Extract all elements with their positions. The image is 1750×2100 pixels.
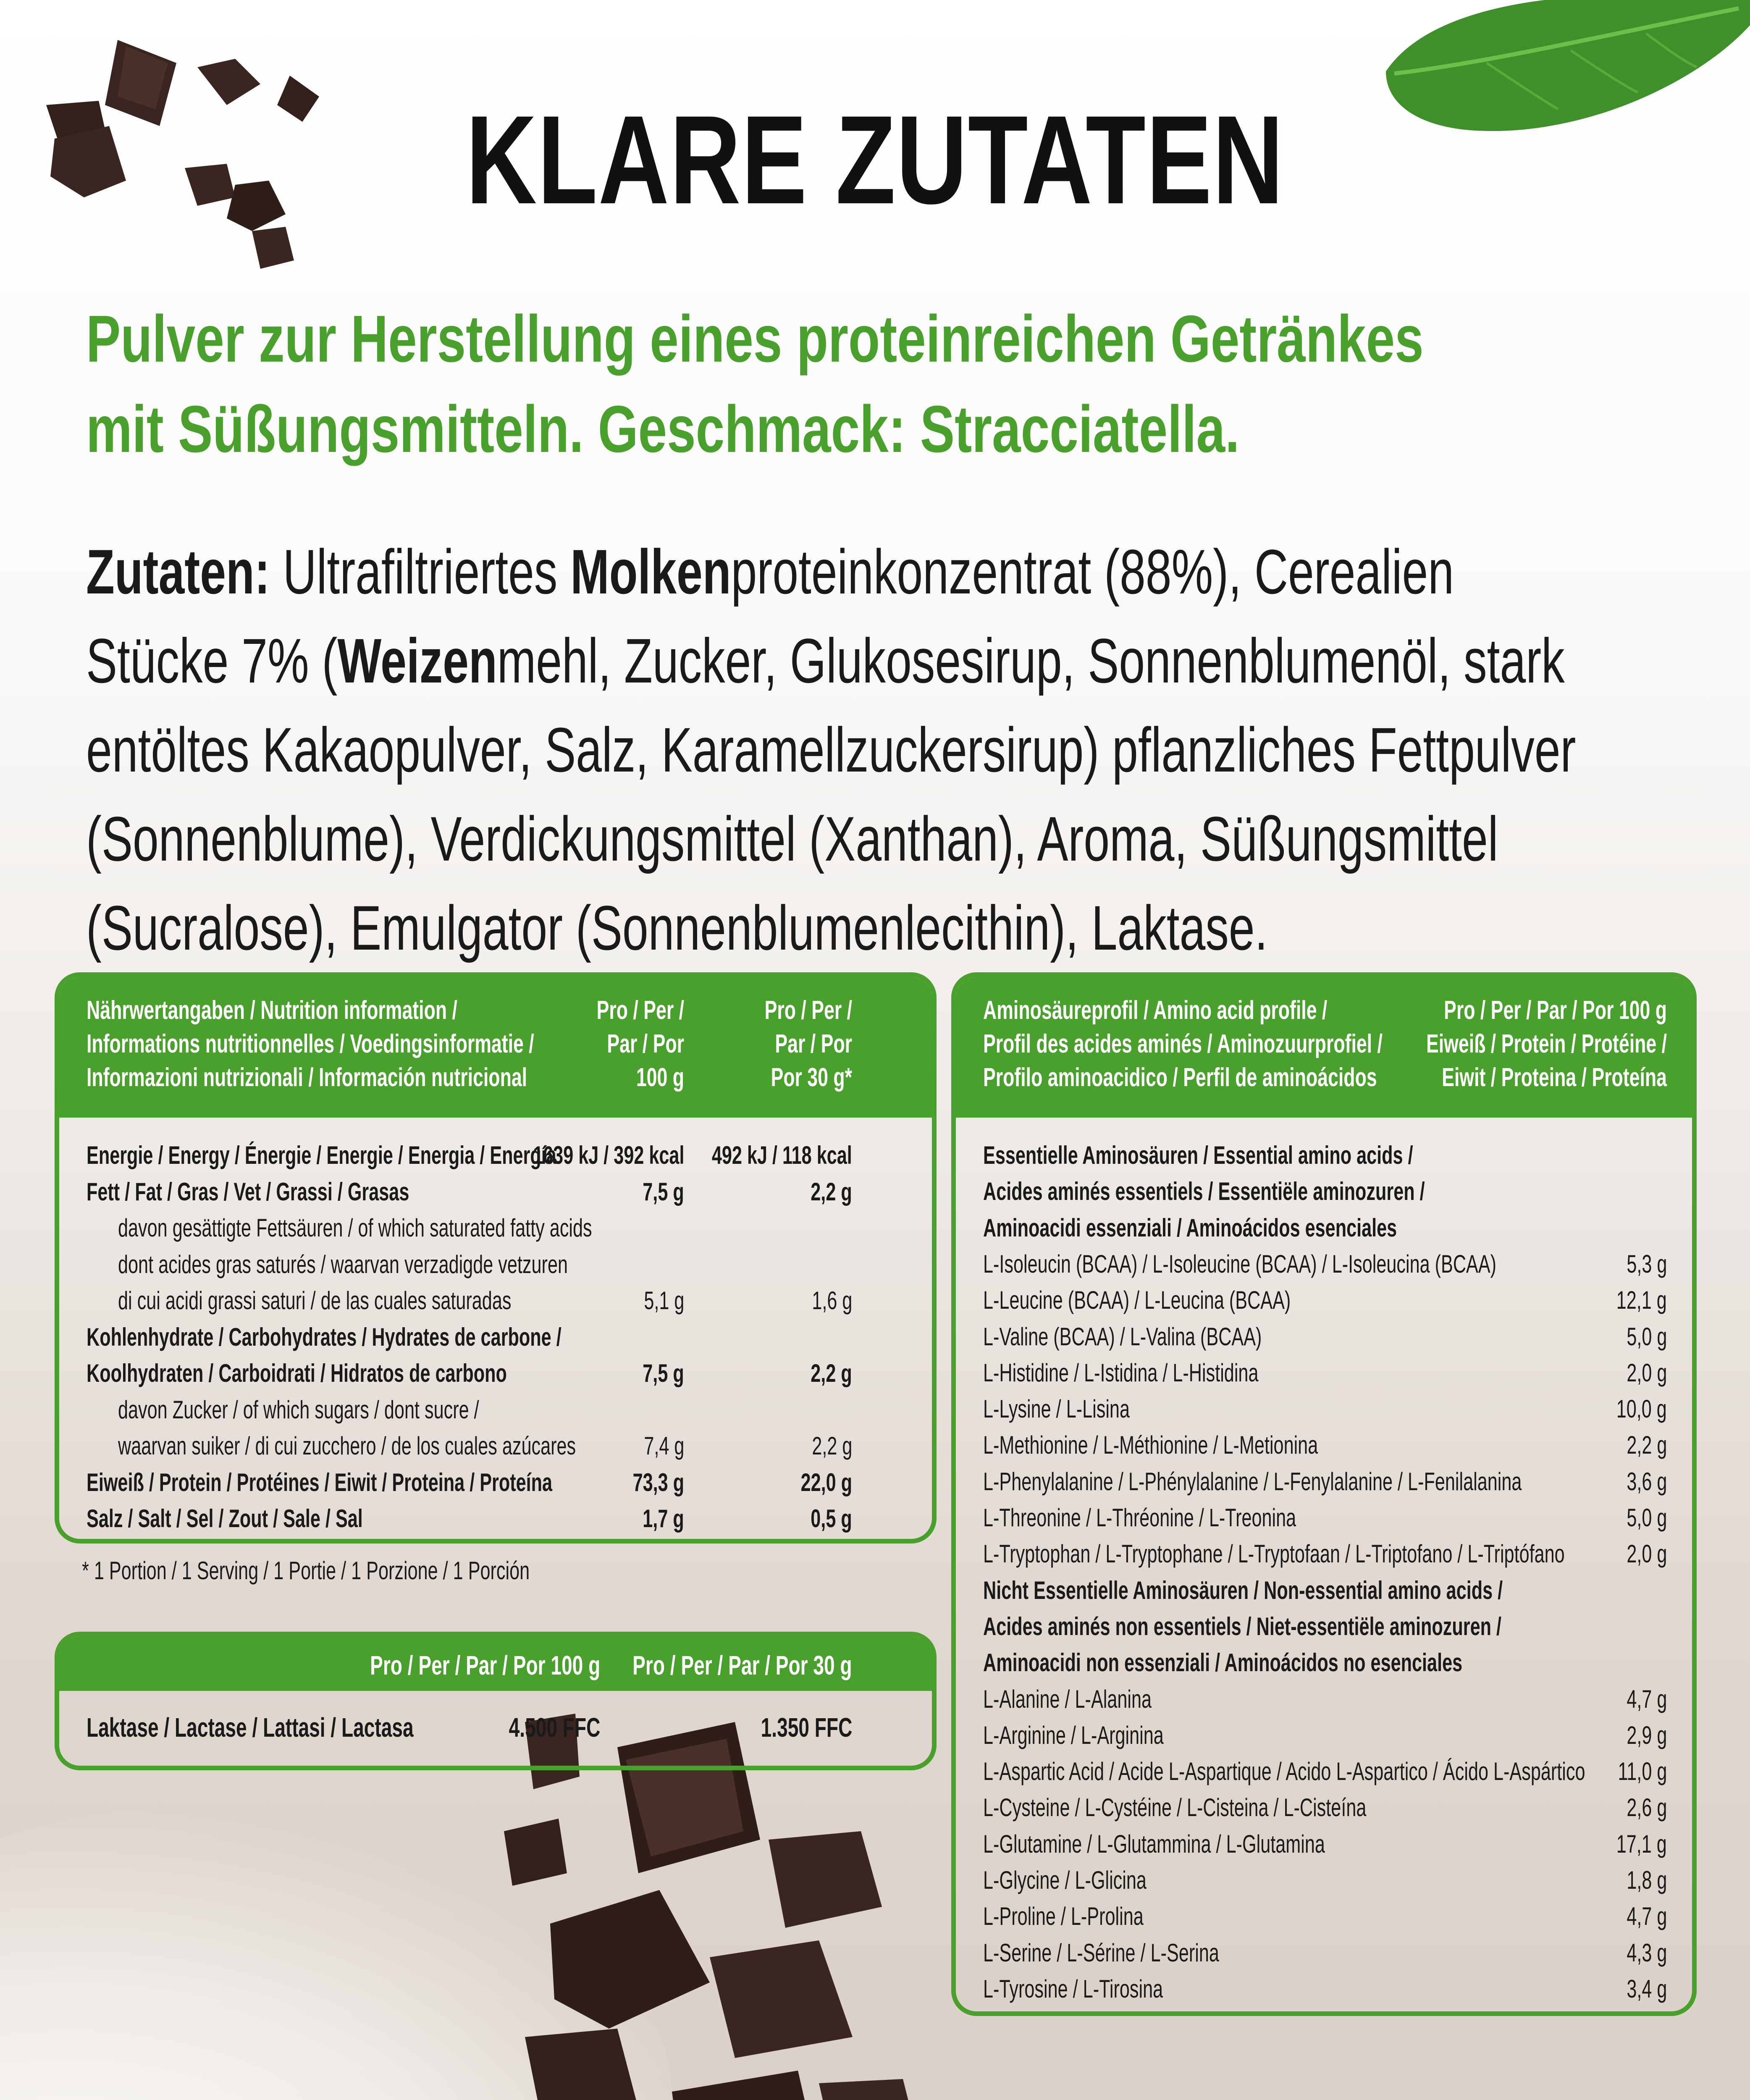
- nutrition-value-100g: 5,1 g: [643, 1286, 684, 1315]
- header-line: Por 30 g*: [771, 1063, 852, 1092]
- amino-row-label: L-Leucine (BCAA) / L-Leucina (BCAA): [983, 1286, 1291, 1315]
- nutrition-value-100g: 73,3 g: [632, 1468, 684, 1496]
- amino-row-label: L-Histidine / L-Istidina / L-Histidina: [983, 1358, 1259, 1387]
- amino-row-label: L-Tryptophan / L-Tryptophane / L-Tryptofaan / L-Triptofano / L-Triptófano: [983, 1540, 1565, 1568]
- amino-row-label: L-Serine / L-Sérine / L-Serina: [983, 1938, 1219, 1967]
- amino-row-label: L-Alanine / L-Alanina: [983, 1685, 1152, 1713]
- amino-value: 4,7 g: [1626, 1902, 1667, 1931]
- nutrition-value-100g: 7,4 g: [643, 1432, 684, 1460]
- nutrition-table-header: [59, 977, 932, 1118]
- header-line: Par / Por: [607, 1029, 684, 1058]
- ingredients-segment: Stücke 7% (: [86, 625, 338, 696]
- serving-footnote: * 1 Portion / 1 Serving / 1 Portie / 1 Porzione / 1 Porción: [82, 1557, 530, 1585]
- column-header-30g: [731, 994, 852, 1095]
- nutrition-rows: [59, 1118, 932, 1538]
- lactase-column-header-30g: Pro / Per / Par / Por 30 g: [632, 1650, 852, 1680]
- amino-acid-table: [951, 972, 1697, 2016]
- ingredients-segment: proteinkonzentrat (88%), Cerealien: [731, 536, 1454, 607]
- ingredients-text: [86, 527, 1640, 972]
- nutrition-table: [55, 972, 937, 1544]
- amino-row-label: L-Aspartic Acid / Acide L-Aspartique / Acido L-Aspartico / Ácido L-Aspártico: [983, 1757, 1585, 1786]
- amino-value: 4,3 g: [1626, 1938, 1667, 1967]
- amino-row-label: L-Tyrosine / L-Tirosina: [983, 1974, 1163, 2003]
- nutrition-value-100g: 7,5 g: [643, 1177, 684, 1206]
- nutrition-value-100g: 7,5 g: [643, 1359, 684, 1387]
- nutrition-row-label: di cui acidi grassi saturi / de las cuales saturadas: [118, 1286, 512, 1315]
- ingredients-line: (Sucralose), Emulgator (Sonnenblumenlecithin), Laktase.: [86, 892, 1268, 963]
- nutrition-value-30g: 2,2 g: [811, 1177, 852, 1206]
- ingredients-line: [86, 527, 1640, 616]
- amino-row-label: Aminoacidi essenziali / Aminoácidos esenciales: [983, 1213, 1397, 1242]
- amino-table-header: [956, 977, 1692, 1118]
- ingredients-line: entöltes Kakaopulver, Salz, Karamellzuckersirup) pflanzliches Fettpulver: [86, 714, 1576, 785]
- page-title: KLARE ZUTATEN: [466, 89, 1284, 230]
- header-line: Informazioni nutrizionali / Información nutricional: [87, 1063, 527, 1092]
- amino-row-label: L-Methionine / L-Méthionine / L-Metionina: [983, 1431, 1318, 1460]
- amino-value: 2,2 g: [1626, 1431, 1667, 1460]
- ingredients-line: [86, 616, 1640, 705]
- nutrition-value-30g: 2,2 g: [811, 1359, 852, 1387]
- nutrition-row-label: Koolhydraten / Carboidrati / Hidratos de carbono: [87, 1359, 507, 1387]
- lactase-value-100g: 4.500 FFC: [509, 1712, 600, 1743]
- amino-value: 3,4 g: [1626, 1974, 1667, 2003]
- amino-value: 17,1 g: [1616, 1830, 1667, 1858]
- amino-row-label: L-Glutamine / L-Glutammina / L-Glutamina: [983, 1830, 1325, 1858]
- column-header-100g: [563, 994, 684, 1095]
- header-line: Eiwit / Proteina / Proteína: [1442, 1063, 1667, 1092]
- amino-row-label: L-Arginine / L-Arginina: [983, 1721, 1164, 1749]
- amino-value: 2,0 g: [1626, 1358, 1667, 1387]
- lactase-label: Laktase / Lactase / Lattasi / Lactasa: [87, 1712, 414, 1743]
- lactase-column-header-100g: Pro / Per / Par / Por 100 g: [370, 1650, 600, 1680]
- header-line: Par / Por: [775, 1029, 852, 1058]
- nutrition-value-30g: 2,2 g: [811, 1432, 852, 1460]
- header-line: Pro / Per /: [764, 996, 852, 1025]
- nutrition-row-label: dont acides gras saturés / waarvan verzadigde vetzuren: [118, 1250, 568, 1278]
- amino-row-label: Acides aminés non essentiels / Niet-essentiële aminozuren /: [983, 1612, 1502, 1641]
- amino-value: 11,0 g: [1618, 1757, 1667, 1786]
- nutrition-row-label: davon gesättigte Fettsäuren / of which saturated fatty acids: [118, 1214, 592, 1242]
- product-description: [86, 294, 1682, 475]
- amino-row-label: L-Threonine / L-Thréonine / L-Treonina: [983, 1504, 1296, 1532]
- amino-value: 2,9 g: [1626, 1721, 1667, 1749]
- header-line: Pro / Per / Par / Por 100 g: [1444, 996, 1667, 1025]
- amino-value: 2,6 g: [1626, 1793, 1667, 1822]
- nutrition-row-label: Eiweiß / Protein / Protéines / Eiwit / Proteina / Proteína: [87, 1468, 553, 1496]
- amino-row-label: Aminoacidi non essenziali / Aminoácidos no esenciales: [983, 1648, 1463, 1677]
- header-line: 100 g: [636, 1063, 684, 1092]
- lactase-table: [55, 1632, 937, 1770]
- header-line: Pro / Per /: [596, 996, 684, 1025]
- nutrition-row-label: Salz / Salt / Sel / Zout / Sale / Sal: [87, 1504, 363, 1533]
- ingredients-label: Zutaten:: [86, 536, 270, 607]
- amino-row-label: L-Valine (BCAA) / L-Valina (BCAA): [983, 1322, 1262, 1351]
- nutrition-row-label: davon Zucker / of which sugars / dont sucre /: [118, 1395, 479, 1424]
- nutrition-row-label: Energie / Energy / Énergie / Energie / Energia / Energía: [87, 1141, 556, 1169]
- header-line: Aminosäureprofil / Amino acid profile /: [983, 996, 1328, 1025]
- amino-value: 5,0 g: [1626, 1322, 1667, 1351]
- header-line: Profilo aminoacidico / Perfil de aminoácidos: [983, 1063, 1377, 1092]
- amino-value: 5,3 g: [1626, 1250, 1667, 1278]
- nutrition-row-label: Kohlenhydrate / Carbohydrates / Hydrates de carbone /: [87, 1323, 561, 1351]
- ingredients-segment: mehl, Zucker, Glukosesirup, Sonnenblumenöl, stark: [497, 625, 1565, 696]
- amino-value: 3,6 g: [1626, 1467, 1667, 1496]
- header-line: Informations nutritionnelles / Voedingsinformatie /: [87, 1029, 534, 1058]
- amino-value: 2,0 g: [1626, 1540, 1667, 1568]
- nutrition-row-label: waarvan suiker / di cui zucchero / de los cuales azúcares: [118, 1432, 576, 1460]
- amino-row-label: Nicht Essentielle Aminosäuren / Non-essential amino acids /: [983, 1576, 1503, 1604]
- amino-column-header: [1364, 994, 1667, 1095]
- amino-rows: [956, 1118, 1692, 2003]
- header-line: Nährwertangaben / Nutrition information /: [87, 996, 457, 1025]
- header-line: Profil des acides aminés / Aminozuurprofiel /: [983, 1029, 1383, 1058]
- amino-value: 10,0 g: [1616, 1395, 1667, 1423]
- amino-value: 12,1 g: [1616, 1286, 1667, 1315]
- amino-row-label: Essentielle Aminosäuren / Essential amino acids /: [983, 1141, 1413, 1169]
- lactase-value-30g: 1.350 FFC: [761, 1712, 852, 1743]
- nutrition-value-100g: 1639 kJ / 392 kcal: [533, 1141, 684, 1169]
- ingredients-line: (Sonnenblume), Verdickungsmittel (Xanthan), Aroma, Süßungsmittel: [86, 803, 1498, 874]
- nutrition-value-30g: 492 kJ / 118 kcal: [712, 1141, 852, 1169]
- nutrition-header-label: [87, 994, 534, 1095]
- product-description-line: Pulver zur Herstellung eines proteinreichen Getränkes: [86, 302, 1424, 376]
- nutrition-row-label: Fett / Fat / Gras / Vet / Grassi / Grasas: [87, 1177, 409, 1206]
- nutrition-value-30g: 22,0 g: [800, 1468, 852, 1496]
- amino-row-label: L-Lysine / L-Lisina: [983, 1395, 1130, 1423]
- amino-row-label: L-Cysteine / L-Cystéine / L-Cisteina / L-Cisteína: [983, 1793, 1367, 1822]
- lactase-table-header: [59, 1636, 932, 1691]
- allergen-wheat: Weizen: [337, 625, 497, 696]
- amino-value: 1,8 g: [1626, 1866, 1667, 1894]
- product-description-line: mit Süßungsmitteln. Geschmack: Stracciatella.: [86, 392, 1240, 466]
- header-line: Eiweiß / Protein / Protéine /: [1426, 1029, 1667, 1058]
- amino-row-label: L-Phenylalanine / L-Phénylalanine / L-Fenylalanine / L-Fenilalanina: [983, 1467, 1522, 1496]
- nutrition-value-100g: 1,7 g: [643, 1504, 684, 1533]
- nutrition-value-30g: 1,6 g: [811, 1286, 852, 1315]
- amino-row-label: L-Proline / L-Prolina: [983, 1902, 1144, 1931]
- amino-row-label: Acides aminés essentiels / Essentiële aminozuren /: [983, 1177, 1425, 1206]
- amino-value: 4,7 g: [1626, 1685, 1667, 1713]
- nutrition-value-30g: 0,5 g: [811, 1504, 852, 1533]
- amino-header-label: [983, 994, 1383, 1095]
- amino-value: 5,0 g: [1626, 1504, 1667, 1532]
- amino-row-label: L-Isoleucin (BCAA) / L-Isoleucine (BCAA) / L-Isoleucina (BCAA): [983, 1250, 1497, 1278]
- ingredients-segment: Ultrafiltriertes: [270, 536, 571, 607]
- allergen-milk: Molken: [570, 536, 731, 607]
- amino-row-label: L-Glycine / L-Glicina: [983, 1866, 1147, 1894]
